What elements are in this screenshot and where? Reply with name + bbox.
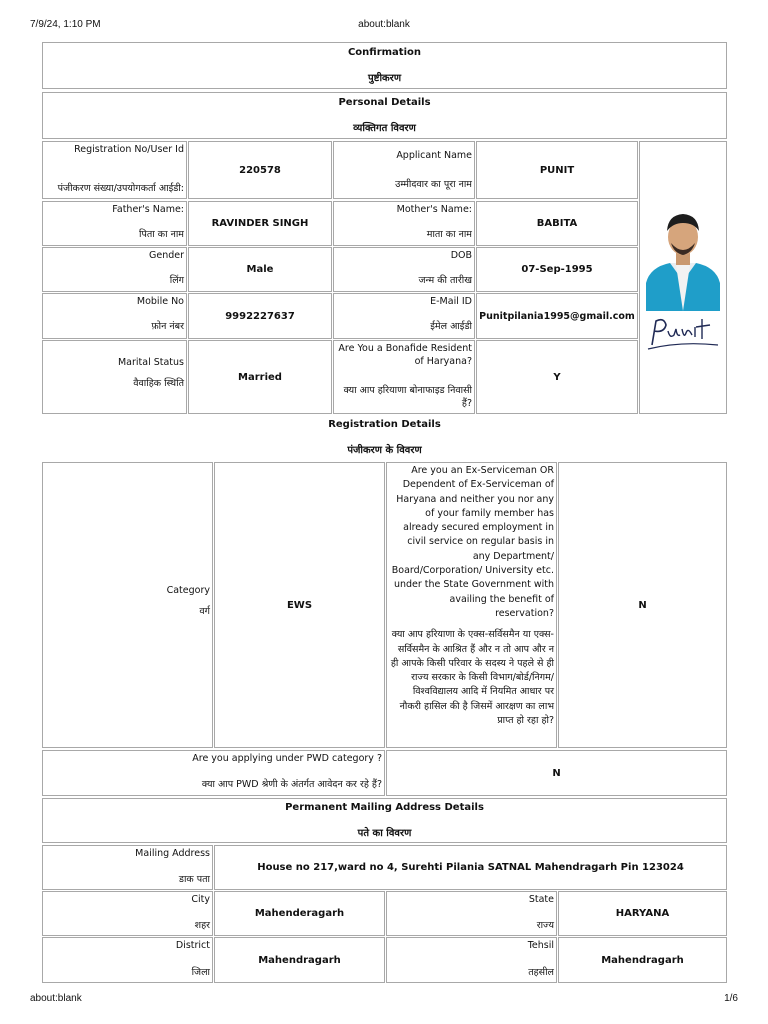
dob-label-hi: जन्म की तारीख [418, 275, 472, 287]
page-number: 1/6 [724, 993, 738, 1004]
pwd-label-hi: क्या आप PWD श्रेणी के अंतर्गत आवेदन कर रहे हैं? [201, 779, 382, 791]
pwd-label-en: Are you applying under PWD category ? [192, 753, 382, 764]
applicant-name-label-en: Applicant Name [396, 150, 472, 161]
state-label [386, 891, 557, 936]
resident-label-en: Are You a Bonafide Resident of Haryana? [338, 343, 472, 367]
category-value: EWS [214, 462, 385, 748]
exservice-question [386, 462, 557, 748]
tehsil-label [386, 937, 557, 983]
dob-value: 07-Sep-1995 [476, 247, 638, 292]
tehsil-label-hi: तहसील [528, 967, 554, 979]
dob-label [333, 247, 475, 292]
state-value: HARYANA [558, 891, 727, 936]
dob-label-en: DOB [450, 250, 472, 261]
category-label-hi: वर्ग [199, 605, 210, 617]
print-timestamp: 7/9/24, 1:10 PM [30, 19, 101, 30]
father-name-label-hi: पिता का नाम [139, 229, 184, 241]
resident-value: Y [476, 340, 638, 414]
confirmation-header [42, 42, 727, 89]
personal-details-header [42, 92, 727, 139]
mother-name-label-hi: माता का नाम [426, 229, 472, 241]
address-title-en: Permanent Mailing Address Details [285, 802, 484, 813]
applicant-name-label [333, 141, 475, 199]
category-label-en: Category [166, 585, 210, 596]
applicant-name-value: PUNIT [476, 141, 638, 199]
registration-title-en: Registration Details [328, 419, 441, 430]
district-label-hi: जिला [191, 967, 210, 979]
print-header [30, 19, 738, 33]
mother-name-label [333, 201, 475, 246]
mobile-label [42, 293, 187, 339]
mailing-address-label-en: Mailing Address [135, 848, 210, 859]
father-name-label-en: Father's Name: [112, 204, 184, 215]
print-footer [30, 993, 738, 1007]
email-value: Punitpilania1995@gmail.com [476, 293, 638, 339]
gender-label-hi: लिंग [169, 275, 184, 287]
mother-name-label-en: Mother's Name: [396, 204, 472, 215]
gender-value: Male [188, 247, 332, 292]
email-label-en: E-Mail ID [430, 296, 472, 307]
mobile-label-en: Mobile No [136, 296, 184, 307]
gender-label-en: Gender [148, 250, 184, 261]
marital-value: Married [188, 340, 332, 414]
exservice-question-en: Are you an Ex-Serviceman OR Dependent of Ex-Serviceman of Haryana and neither you nor any of your family member has already secured employment in civil service on regular basis in any Department/ Board/Corporation/ University etc. under the State Government with availing the benefit of reservation? [391, 465, 554, 619]
district-value: Mahendragarh [214, 937, 385, 983]
city-label-hi: शहर [194, 920, 210, 932]
mother-name-value: BABITA [476, 201, 638, 246]
print-url-top: about:blank [358, 19, 410, 30]
mailing-address-label [42, 845, 213, 890]
pwd-label [42, 750, 385, 796]
exservice-question-hi: क्या आप हरियाणा के एक्स-सर्विसमैन या एक्स-सर्विसमैन के आश्रित हैं और न तो आप और न ही आपके किसी परिवार के सदस्य ने पहले से ही राज्य सरकार के किसी विभाग/बोर्ड/निगम/विश्वविद्यालय आदि में नियमित आधार पर नौकरी हासिल की है जिसमें आरक्षण का लाभ प्राप्त हो रहा हो? [390, 629, 554, 727]
reg-no-value: 220578 [188, 141, 332, 199]
mailing-address-value: House no 217,ward no 4, Surehti Pilania SATNAL Mahendragarh Pin 123024 [214, 845, 727, 890]
district-label [42, 937, 213, 983]
marital-label [42, 340, 187, 414]
father-name-value: RAVINDER SINGH [188, 201, 332, 246]
email-label [333, 293, 475, 339]
state-label-hi: राज्य [536, 920, 554, 932]
marital-label-en: Marital Status [117, 357, 184, 368]
district-label-en: District [175, 940, 210, 951]
mobile-value: 9992227637 [188, 293, 332, 339]
resident-label-hi: क्या आप हरियाणा बोनाफाइड निवासी हैं? [343, 385, 472, 410]
reg-no-label-en: Registration No/User Id [74, 144, 184, 155]
registration-details-header [42, 419, 727, 459]
tehsil-value: Mahendragarh [558, 937, 727, 983]
state-label-en: State [528, 894, 554, 905]
photo-signature-cell [639, 141, 727, 414]
city-value: Mahenderagarh [214, 891, 385, 936]
city-label [42, 891, 213, 936]
mailing-address-label-hi: डाक पता [178, 874, 210, 886]
tehsil-label-en: Tehsil [527, 940, 554, 951]
address-title-hi: पते का विवरण [357, 828, 412, 839]
applicant-signature [640, 311, 726, 355]
confirmation-title-hi: पुष्टीकरण [367, 73, 402, 84]
registration-title-hi: पंजीकरण के विवरण [347, 445, 422, 456]
mobile-label-hi: फ़ोन नंबर [151, 321, 184, 333]
print-url-bottom: about:blank [30, 993, 82, 1004]
category-label [42, 462, 213, 748]
pwd-value: N [386, 750, 727, 796]
city-label-en: City [191, 894, 210, 905]
marital-label-hi: वैवाहिक स्थिति [133, 377, 184, 389]
reg-no-label [42, 141, 187, 199]
email-label-hi: ईमेल आईडी [430, 321, 472, 333]
address-details-header [42, 798, 727, 843]
reg-no-label-hi: पंजीकरण संख्या/उपयोगकर्ता आईडी: [57, 183, 184, 195]
personal-title-hi: व्यक्तिगत विवरण [353, 123, 416, 134]
applicant-photo [640, 201, 726, 311]
gender-label [42, 247, 187, 292]
father-name-label [42, 201, 187, 246]
personal-title-en: Personal Details [338, 97, 431, 108]
resident-label [333, 340, 475, 414]
confirmation-title-en: Confirmation [347, 47, 422, 58]
applicant-name-label-hi: उम्मीदवार का पूरा नाम [395, 179, 472, 191]
exservice-value: N [558, 462, 727, 748]
